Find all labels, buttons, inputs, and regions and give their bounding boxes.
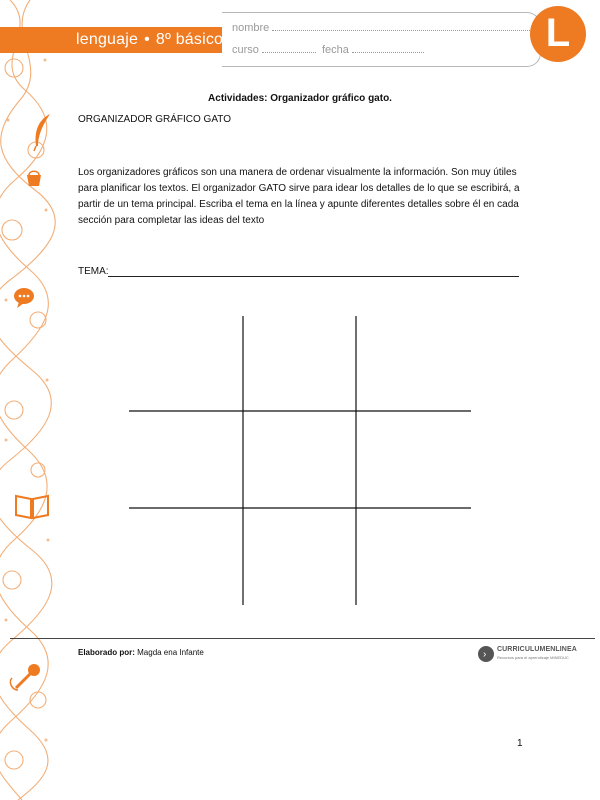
instructions-paragraph: Los organizadores gráficos son una manera de ordenar visualmente la información. Son muy útiles para planificar los textos. El organizador GATO sirve para idear los detalles de lo que se escribirá, a partir de un tema principal. Escriba el tema en la línea y apunte diferentes detalles sobre él en cada sección para completar las ideas del texto <box>78 167 520 226</box>
tema-label: TEMA: <box>78 266 109 277</box>
footer-divider <box>10 638 595 639</box>
curriculum-logo-icon: › <box>478 646 494 662</box>
activity-title: Actividades: Organizador gráfico gato. <box>208 93 392 104</box>
curriculum-logo-tagline: Recursos para el aprendizaje MINEDUC <box>497 655 569 660</box>
curso-label: curso <box>232 44 259 56</box>
fecha-label: fecha <box>322 44 349 56</box>
subject-label: lenguaje <box>76 31 139 48</box>
page-number: 1 <box>517 738 523 749</box>
curriculum-logo <box>478 645 577 665</box>
footer-author <box>78 648 204 657</box>
section-title: ORGANIZADOR GRÁFICO GATO <box>78 114 231 125</box>
author-name: Magda ena Infante <box>137 648 204 657</box>
header-bullet: • <box>144 31 150 48</box>
author-label: Elaborado por: <box>78 648 135 657</box>
grade-label: 8º básico <box>155 31 224 48</box>
logo-letter: L <box>545 11 571 55</box>
nombre-label: nombre <box>232 22 270 34</box>
curriculum-logo-name: CURRICULUMENLINEA <box>497 646 577 653</box>
